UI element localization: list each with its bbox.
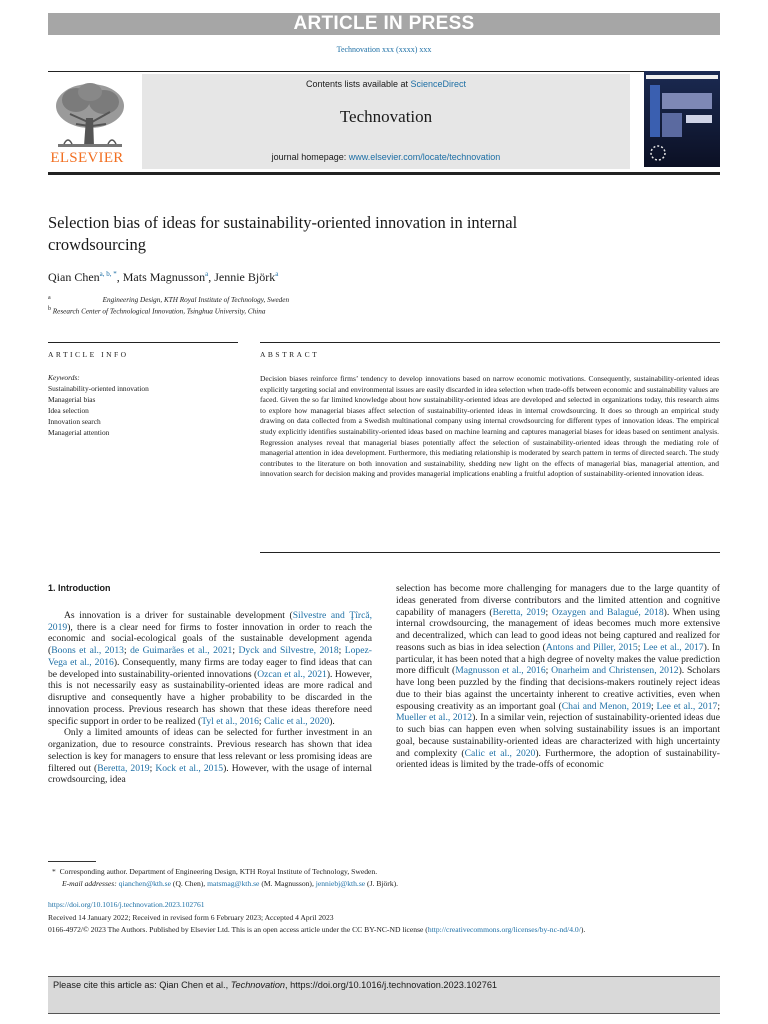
license-prefix: 0166-4972/© 2023 The Authors. Published by Elsevier Ltd. This is an open access article under the CC BY-NC-ND license ( xyxy=(48,925,428,934)
body-text: ; xyxy=(232,645,239,656)
email-owner: (J. Björk). xyxy=(365,879,399,888)
citation-link[interactable]: Beretta, 2019 xyxy=(492,606,546,618)
body-text: ). However, with the usage of internal crowdsourcing, idea xyxy=(48,762,373,786)
body-paragraph xyxy=(48,727,372,786)
abstract-heading: ABSTRACT xyxy=(260,350,320,359)
received-dates: Received 14 January 2022; Received in revised form 6 February 2023; Accepted 4 April 2023 xyxy=(48,912,334,922)
body-text: ; xyxy=(258,715,264,727)
citation-link[interactable]: Ozcan et al., 2021 xyxy=(257,668,327,680)
homepage-prefix: journal homepage: xyxy=(271,152,349,162)
author-affil-mark[interactable]: a xyxy=(275,270,279,278)
body-column-right xyxy=(396,583,720,771)
email-link[interactable]: jenniebj@kth.se xyxy=(315,879,366,888)
license-link[interactable]: http://creativecommons.org/licenses/by-nc-nd/4.0/ xyxy=(427,925,581,934)
header-bottom-rule xyxy=(48,172,720,175)
contents-prefix: Contents lists available at xyxy=(305,79,411,89)
contents-line xyxy=(142,79,630,89)
body-text: ; xyxy=(149,762,156,774)
section-heading: 1. Introduction xyxy=(48,583,111,593)
affiliation-mark: a xyxy=(48,295,51,301)
license-suffix: ). xyxy=(580,925,586,934)
journal-cover-image[interactable] xyxy=(644,71,720,167)
email-owner: (M. Magnusson), xyxy=(259,879,316,888)
body-text: ; xyxy=(123,645,131,656)
citation-link[interactable]: Lee et al., 2017 xyxy=(656,700,718,712)
citation-link[interactable]: Silvestre and Ţîrcă, 2019 xyxy=(48,609,373,633)
body-column-left xyxy=(48,583,372,786)
journal-title: Technovation xyxy=(339,107,433,126)
article-info-rule xyxy=(48,342,238,343)
article-title: Selection bias of ideas for sustainability-oriented innovation in internal crowdsourcing xyxy=(48,213,518,254)
body-text: ). Furthermore, the adoption of sustainability-oriented ideas is limited by the trade-offs of economic xyxy=(396,747,720,771)
citation-link[interactable]: Beretta, 2019 xyxy=(97,762,150,774)
citation-link[interactable]: Ozaygen and Balagué, 2018 xyxy=(551,606,664,618)
elsevier-wordmark: ELSEVIER xyxy=(50,150,124,166)
email-link[interactable]: matsmag@kth.se xyxy=(207,879,260,888)
footnote xyxy=(52,866,712,890)
affiliation-a xyxy=(48,295,289,304)
citation-link[interactable]: Onarheim and Christensen, 2012 xyxy=(551,665,679,677)
journal-reference-link[interactable]: Technovation xxx (xxxx) xxx xyxy=(336,45,432,54)
body-text: ; xyxy=(717,700,720,712)
license-line xyxy=(48,924,720,937)
article-info-heading: ARTICLE INFO xyxy=(48,350,129,359)
author-sep: , xyxy=(208,270,215,284)
corresponding-author-note xyxy=(52,866,712,878)
keywords-label: Keywords: xyxy=(48,373,80,382)
body-paragraph xyxy=(48,610,372,728)
corresponding-text: Corresponding author. Department of Engineering Design, KTH Royal Institute of Technology, Sweden. xyxy=(59,867,378,876)
body-text: ), there is a clear need for firms to foster innovation in order to reach the economic and social-ecological goals of the sustainable development agenda ( xyxy=(48,621,372,656)
doi-link[interactable]: https://doi.org/10.1016/j.technovation.2023.102761 xyxy=(48,900,205,909)
sciencedirect-link[interactable]: ScienceDirect xyxy=(410,79,467,89)
keyword-item: Innovation search xyxy=(48,417,101,427)
citation-link[interactable]: Boons et al., 2013 xyxy=(51,645,124,656)
citation-link[interactable]: Tyl et al., 2016 xyxy=(201,715,259,727)
citation-link[interactable]: Mueller et al., 2012 xyxy=(396,712,473,724)
citation-link[interactable]: de Guimarães et al., 2021 xyxy=(130,645,233,656)
cite-prefix: Please cite this article as: Qian Chen et al., xyxy=(53,980,231,990)
keyword-item: Idea selection xyxy=(48,406,89,416)
author-sep: , xyxy=(116,270,123,284)
body-text: ; xyxy=(651,700,657,712)
body-text: ; xyxy=(545,665,552,677)
keyword-item: Managerial attention xyxy=(48,428,110,438)
citation-link[interactable]: Calic et al., 2020 xyxy=(464,747,536,759)
cite-this-article-box xyxy=(48,976,720,1014)
body-text: ). However, this is not necessarily easy as sustainability-oriented ideas are more radical and disruptive and consequently have a higher probability to be discarded in the innovation process. Previous research has shown that these ideas therefore need specific support in order to be realized ( xyxy=(48,668,372,727)
email-addresses xyxy=(52,878,712,890)
abstract-text: Decision biases reinforce firms’ tendency to develop innovations based on narrow economic motivations. Consequently, sustainability-oriented ideas explicitly targeting social and environmental issues are easily discarded in idea selection when trade-offs between economic and sustainability values are faced. Given the so far limited knowledge about how sustainability-oriented ideas are developed and selected in organizations today, this research aims to explore how managerial biases affect selection of sustainability-oriented ideas in internal crowdsourcing. It does so through an empirical study drawing on data collected from a Swedish multinational company using internal crowdsourcing for different types of innovation ideas. The empirical study explicitly identifies sustainability-oriented ideas based on machine learning and captures managerial biases for ideas based on sentiment analysis. Regression analyses reveal that managerial biases potentially affect the selection of sustainability-oriented ideas through the mediating role of managerial attention in idea development. Furthermore, this mediating relationship is moderated by search pattern in terms of directed search. The study contributes to the literature on both innovation and sustainability, shedding new light on the effects of managerial bias, managerial attention, and innovation search for decision making and provides managerial implications enabling a fruitful adoption of sustainability-oriented innovation ideas. xyxy=(260,374,719,479)
cite-journal: Technovation xyxy=(230,980,286,990)
body-text: ). xyxy=(329,715,335,727)
body-text: ; xyxy=(637,641,644,653)
author-name[interactable]: Mats Magnusson xyxy=(122,270,206,284)
body-text: As innovation is a driver for sustainable development ( xyxy=(64,609,293,621)
author-affil-mark[interactable]: a, b, * xyxy=(99,270,117,278)
article-in-press-banner: ARTICLE IN PRESS xyxy=(48,13,720,35)
citation-link[interactable]: Chai and Menon, 2019 xyxy=(561,700,652,712)
email-owner: (Q. Chen), xyxy=(171,879,208,888)
citation-link[interactable]: Calic et al., 2020 xyxy=(263,715,330,727)
citation-link[interactable]: Magnusson et al., 2016 xyxy=(455,665,546,677)
keyword-item: Sustainability-oriented innovation xyxy=(48,384,149,394)
abstract-rule xyxy=(260,342,720,343)
body-text: ). Scholars have long been puzzled by the finding that decisions-makers routinely reject ideas due to their bias against the uncertainty inherent to creative activities, even when espousing creativity as an important goal ( xyxy=(396,665,720,712)
body-text: ). Consequently, many firms are today eager to find ideas that can be developed into sustainability-oriented innovations ( xyxy=(48,656,372,680)
email-label: E-mail addresses: xyxy=(62,879,119,888)
footnote-rule xyxy=(48,861,96,862)
journal-header-box xyxy=(142,74,630,169)
author-name[interactable]: Qian Chen xyxy=(48,270,100,284)
affiliation-text: Engineering Design, KTH Royal Institute of Technology, Sweden xyxy=(102,296,290,305)
keyword-item: Managerial bias xyxy=(48,395,96,405)
author-list xyxy=(48,270,278,285)
body-text: ). When using internal crowdsourcing, the management of ideas becomes much more extensive and decentralized, which can lead to good ideas not being captured and realized for reasons such as bias in idea selection ( xyxy=(396,606,720,653)
affiliation-mark: b xyxy=(48,306,51,312)
citation-link[interactable]: Lopez-Vega et al., 2016 xyxy=(48,645,372,668)
body-text: ; xyxy=(338,645,345,656)
email-link[interactable]: qianchen@kth.se xyxy=(118,879,172,888)
abstract-bottom-rule xyxy=(260,552,720,553)
footnote-mark: * xyxy=(52,867,56,876)
citation-link[interactable]: Antons and Piller, 2015 xyxy=(545,641,638,653)
author-affil-mark[interactable]: a xyxy=(205,270,209,278)
citation-link[interactable]: Kock et al., 2015 xyxy=(155,762,224,774)
article-metadata xyxy=(48,899,720,937)
author-name[interactable]: Jennie Björk xyxy=(214,270,276,284)
citation-link[interactable]: Lee et al., 2017 xyxy=(643,641,704,653)
affiliation-text: Research Center of Technological Innovation, Tsinghua University, China xyxy=(52,307,266,316)
body-paragraph xyxy=(396,583,720,771)
body-text: ). In particular, it has been noted that a high degree of novelty makes the value prediction more difficult ( xyxy=(396,641,721,677)
affiliation-b xyxy=(48,306,265,315)
journal-homepage-line xyxy=(142,152,630,162)
body-text: selection has become more challenging for managers due to the large quantity of ideas generated from diverse contributors and the limited attention and cognitive capability of managers ( xyxy=(396,583,720,618)
homepage-link[interactable]: www.elsevier.com/locate/technovation xyxy=(348,152,501,162)
header-top-rule xyxy=(48,71,720,72)
body-text: ; xyxy=(545,606,552,618)
keywords-block xyxy=(48,372,238,439)
cite-suffix[interactable]: , https://doi.org/10.1016/j.technovation.2023.102761 xyxy=(285,980,498,990)
body-text: Only a limited amounts of ideas can be selected for further investment in an organization, due to resource constraints. Previous research has shown that idea selection is key for managers to ensure that less relevant or less promising ideas are filtered out ( xyxy=(48,727,372,774)
body-text: ). In a similar vein, rejection of sustainability-oriented ideas due to such bias can happen even when solving sustainability issues is an important goal, because sustainability-oriented ideas are characterized with high uncertainty and complexity ( xyxy=(396,712,720,759)
citation-link[interactable]: Dyck and Silvestre, 2018 xyxy=(238,645,339,656)
